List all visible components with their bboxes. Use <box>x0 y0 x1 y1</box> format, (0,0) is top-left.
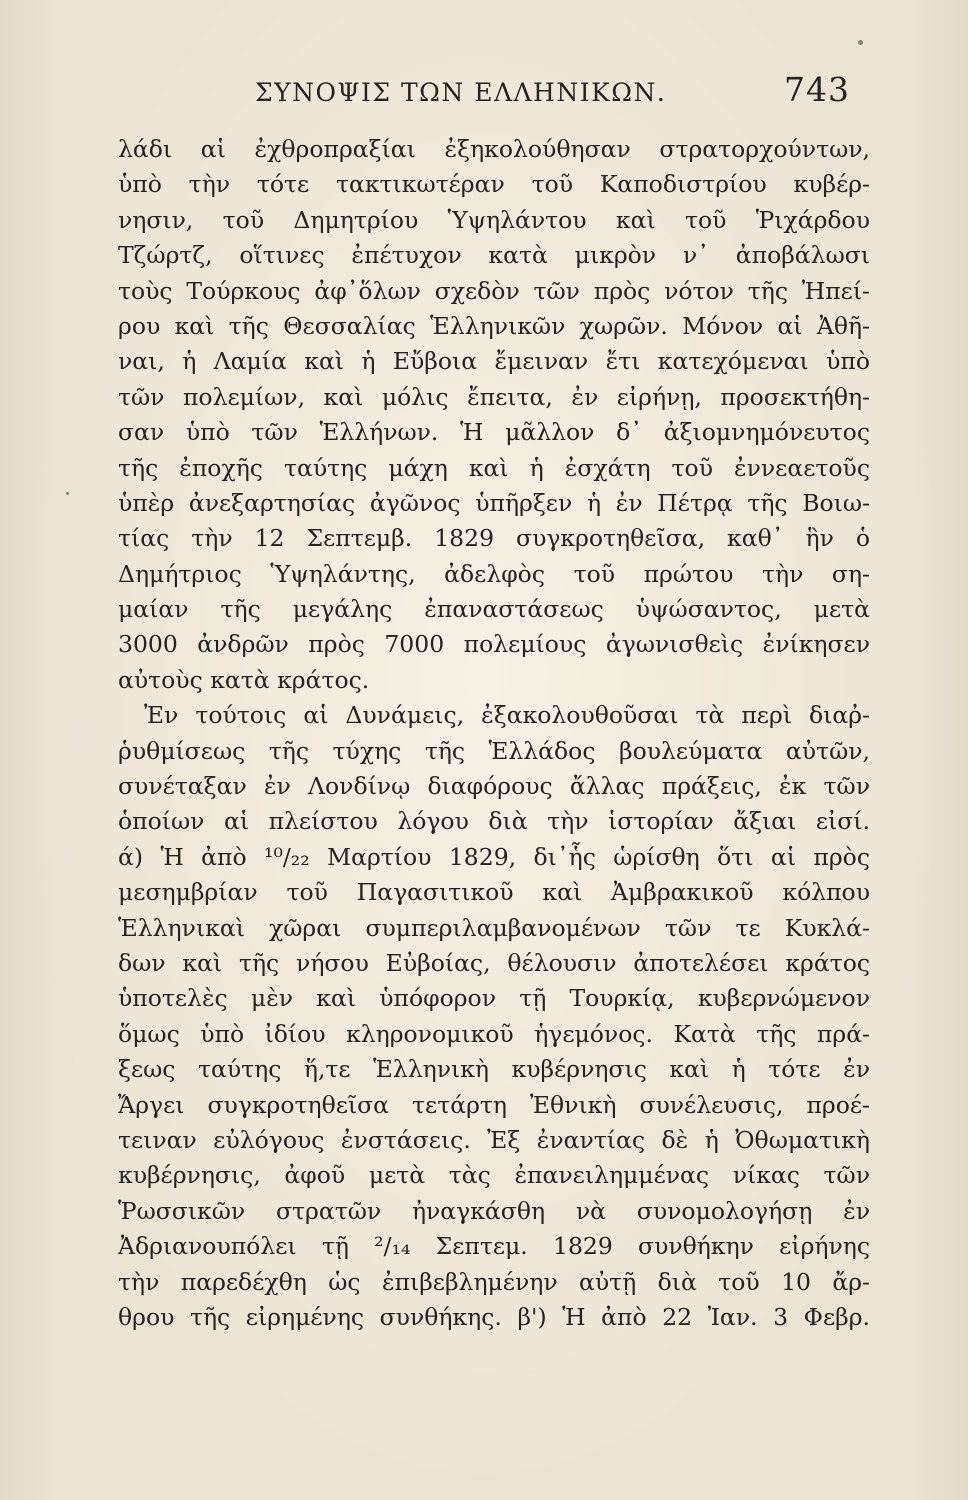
page-number: 743 <box>784 70 850 109</box>
text-line: θρου τῆς εἰρημένης συνθήκης. β') Ἡ ἀπὸ 22 Ἰαν. 3 Φεβρ. <box>118 1302 870 1331</box>
text-line: νησιν, τοῦ Δημητρίου Ὑψηλάντου καὶ τοῦ Ῥιχάρδου <box>118 205 870 234</box>
text-line: τειναν εὐλόγους ἐνστάσεις. Ἐξ ἐναντίας δὲ ἡ Ὀθωματικὴ <box>118 1125 870 1154</box>
paragraph-end-line: αὐτοὺς κατὰ κράτος. <box>118 665 370 694</box>
text-line: ὑποτελὲς μὲν καὶ ὑπόφορον τῇ Τουρκίᾳ, κυβερνώμενον <box>118 984 870 1013</box>
text-line: Ἑλληνικαὶ χῶραι συμπεριλαμβανομένων τῶν τε Κυκλά- <box>118 913 870 942</box>
paragraph-start-line: Ἐν τούτοις αἱ Δυνάμεις, ἐξακολουθοῦσαι τὰ περὶ διαῤ- <box>144 701 870 730</box>
text-line: λάδι αἱ ἐχθροπραξίαι ἐξηκολούθησαν στρατορχούντων, <box>118 135 870 163</box>
text-line: Τζώρτζ, οἵτινες ἐπέτυχον κατὰ μικρὸν ν᾽ ἀποβάλωσι <box>118 241 870 270</box>
text-line: ὁποίων αἱ πλείστου λόγου διὰ τὴν ἱστορίαν ἄξιαι εἰσί. <box>118 807 870 836</box>
text-line: τοὺς Τούρκους ἀφ᾽ὅλων σχεδὸν τῶν πρὸς νότον τῆς Ἠπεί- <box>118 276 870 305</box>
text-line: 3000 ἀνδρῶν πρὸς 7000 πολεμίους ἀγωνισθεὶς ἐνίκησεν <box>118 630 870 659</box>
text-line: Ῥωσσικῶν στρατῶν ἠναγκάσθη νὰ συνομολογήσῃ ἐν <box>118 1196 870 1225</box>
text-line: τὴν παρεδέχθη ὡς ἐπιβεβλημένην αὐτῇ διὰ τοῦ 10 ἄρ- <box>118 1267 870 1296</box>
text-line: ναι, ἡ Λαμία καὶ ἡ Εὔβοια ἔμειναν ἔτι κατεχόμεναι ὑπὸ <box>118 347 870 376</box>
text-line: Ἀδριανουπόλει τῇ ²/₁₄ Σεπτεμ. 1829 συνθήκην εἰρήνης <box>118 1232 870 1261</box>
text-line: τῆς ἐποχῆς ταύτης μάχη καὶ ἡ ἐσχάτη τοῦ ἐννεαετοῦς <box>118 453 870 482</box>
text-line: μεσημβρίαν τοῦ Παγασιτικοῦ καὶ Ἀμβρακικοῦ κόλπου <box>118 878 870 907</box>
text-line: Ἄργει συγκροτηθεῖσα τετάρτη Ἐθνικὴ συνέλευσις, προέ- <box>118 1090 870 1119</box>
text-line: Δημήτριος Ὑψηλάντης, ἀδελφὸς τοῦ πρώτου τὴν ση- <box>118 559 870 588</box>
text-line: συνέταξαν ἐν Λονδίνῳ διαφόρους ἄλλας πράξεις, ἐκ τῶν <box>118 772 870 801</box>
paper-speck <box>66 492 69 495</box>
text-line: ῥυθμίσεως τῆς τύχης τῆς Ἑλλάδος βουλεύματα αὐτῶν, <box>118 736 870 765</box>
text-line: ξεως ταύτης ἥ,τε Ἑλληνικὴ κυβέρνησις καὶ ἡ τότε ἐν <box>118 1055 870 1084</box>
text-line: μαίαν τῆς μεγάλης ἐπαναστάσεως ὑψώσαντος, μετὰ <box>118 595 870 624</box>
body-text <box>118 132 870 1335</box>
text-line: ὑπὲρ ἀνεξαρτησίας ἀγῶνος ὑπῆρξεν ἡ ἐν Πέτρᾳ τῆς Βοιω- <box>118 488 870 517</box>
text-line: ὑπὸ τὴν τότε τακτικωτέραν τοῦ Καποδιστρίου κυβέρ- <box>118 170 870 199</box>
text-line: κυβέρνησις, ἀφοῦ μετὰ τὰς ἐπανειλημμένας νίκας τῶν <box>118 1161 870 1190</box>
text-line: ρου καὶ τῆς Θεσσαλίας Ἑλληνικῶν χωρῶν. Μόνον αἱ Ἀθῆ- <box>118 311 870 340</box>
text-line: ά) Ἡ ἀπὸ ¹⁰/₂₂ Μαρτίου 1829, δι᾽ἧς ὡρίσθη ὅτι αἱ πρὸς <box>118 842 870 871</box>
text-line: τίας τὴν 12 Σεπτεμβ. 1829 συγκροτηθεῖσα, καθ᾽ ἣν ὁ <box>118 524 870 553</box>
paper-speck <box>858 40 863 45</box>
text-line: σαν ὑπὸ τῶν Ἑλλήνων. Ἡ μᾶλλον δ᾽ ἀξιομνημόνευτος <box>118 418 870 447</box>
text-line: δων καὶ τῆς νήσου Εὐβοίας, θέλουσιν ἀποτελέσει κράτος <box>118 948 870 977</box>
text-line: ὅμως ὑπὸ ἰδίου κληρονομικοῦ ἡγεμόνος. Κατὰ τῆς πρά- <box>118 1019 870 1048</box>
running-title: ΣΥΝΟΨΙΣ ΤΩΝ ΕΛΛΗΝΙΚΩΝ. <box>255 78 667 107</box>
running-head <box>110 70 850 116</box>
text-line: τῶν πολεμίων, καὶ μόλις ἔπειτα, ἐν εἰρήνῃ, προσεκτήθη- <box>118 382 870 411</box>
